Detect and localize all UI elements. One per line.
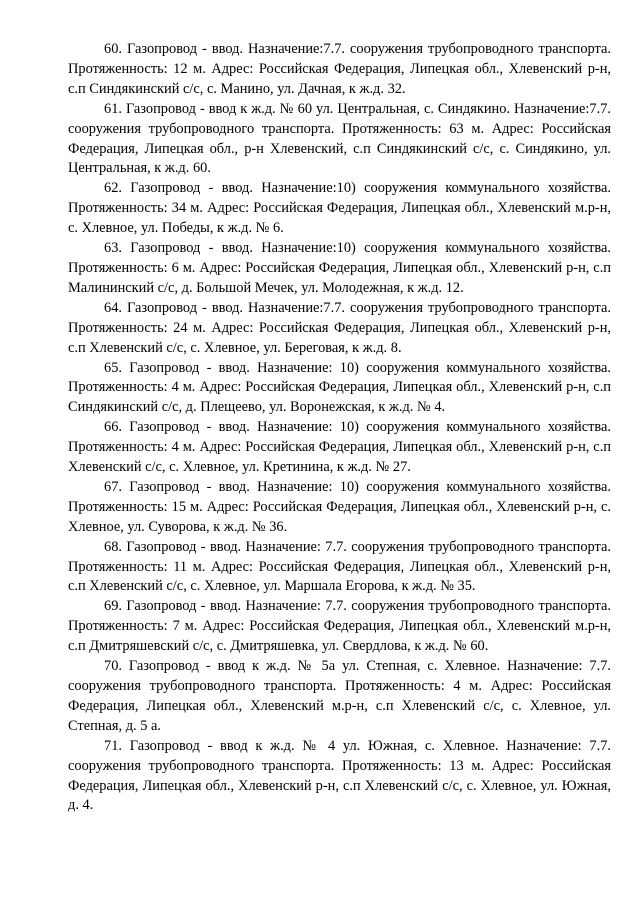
- document-page: [68, 40, 611, 816]
- list-item: 70. Газопровод - ввод к ж.д. № 5а ул. Степная, с. Хлевное. Назначение: 7.7. сооружения трубопроводного транспорта. Протяженность: 4 м. Адрес: Российская Федерация, Липецкая обл., Хлевенский м.р-н, с.п Хлевенский с/с, с. Хлевное, ул. Степная, д. 5 а.: [68, 658, 611, 734]
- list-item: 69. Газопровод - ввод. Назначение: 7.7. сооружения трубопроводного транспорта. Протяженность: 7 м. Адрес: Российская Федерация, Липецкая обл., Хлевенский м.р-н, с.п Дмитряшевский с/с, с. Дмитряшевка, ул. Свердлова, к ж.д. № 60.: [68, 598, 611, 655]
- list-item: 71. Газопровод - ввод к ж.д. № 4 ул. Южная, с. Хлевное. Назначение: 7.7. сооружения трубопроводного транспорта. Протяженность: 13 м. Адрес: Российская Федерация, Липецкая обл., Хлевенский р-н, с.п Хлевенский с/с, с. Хлевное, ул. Южная, д. 4.: [68, 737, 611, 814]
- list-item: 61. Газопровод - ввод к ж.д. № 60 ул. Центральная, с. Синдякино. Назначение:7.7. сооружения трубопроводного транспорта. Протяженность: 63 м. Адрес: Российская Федерация, Липецкая обл., р-н Хлевенский, с.п Синдякинский с/с, с. Синдякино, ул. Центральная, к ж.д. 60.: [68, 100, 611, 177]
- list-item: 65. Газопровод - ввод. Назначение: 10) сооружения коммунального хозяйства. Протяженность: 4 м. Адрес: Российская Федерация, Липецкая обл., Хлевенский р-н, с.п Синдякинский с/с, д. Плещеево, ул. Воронежская, к ж.д. № 4.: [68, 359, 611, 416]
- list-item: 60. Газопровод - ввод. Назначение:7.7. сооружения трубопроводного транспорта. Протяженность: 12 м. Адрес: Российская Федерация, Липецкая обл., Хлевенский р-н, с.п Синдякинский с/с, с. Манино, ул. Дачная, к ж.д. 32.: [68, 41, 611, 97]
- list-item: 66. Газопровод - ввод. Назначение: 10) сооружения коммунального хозяйства. Протяженность: 4 м. Адрес: Российская Федерация, Липецкая обл., Хлевенский р-н, с.п Хлевенский с/с, с. Хлевное, ул. Кретинина, к ж.д. № 27.: [68, 419, 611, 476]
- list-item: 68. Газопровод - ввод. Назначение: 7.7. сооружения трубопроводного транспорта. Протяженность: 11 м. Адрес: Российская Федерация, Липецкая обл., Хлевенский р-н, с.п Хлевенский с/с, с. Хлевное, ул. Маршала Егорова, к ж.д. № 35.: [68, 538, 611, 595]
- list-item: 67. Газопровод - ввод. Назначение: 10) сооружения коммунального хозяйства. Протяженность: 15 м. Адрес: Российская Федерация, Липецкая обл., Хлевенский р-н, с. Хлевное, ул. Суворова, к ж.д. № 36.: [68, 478, 611, 535]
- list-item: 63. Газопровод - ввод. Назначение:10) сооружения коммунального хозяйства. Протяженность: 6 м. Адрес: Российская Федерация, Липецкая обл., Хлевенский р-н, с.п Малининский с/с, д. Большой Мечек, ул. Молодежная, к ж.д. 12.: [68, 240, 611, 296]
- list-item: 64. Газопровод - ввод. Назначение:7.7. сооружения трубопроводного транспорта. Протяженность: 24 м. Адрес: Российская Федерация, Липецкая обл., Хлевенский р-н, с.п Хлевенский с/с, с. Хлевное, ул. Береговая, к ж.д. 8.: [68, 299, 611, 356]
- list-item: 62. Газопровод - ввод. Назначение:10) сооружения коммунального хозяйства. Протяженность: 34 м. Адрес: Российская Федерация, Липецкая обл., Хлевенский м.р-н, с. Хлевное, ул. Победы, к ж.д. № 6.: [68, 180, 611, 237]
